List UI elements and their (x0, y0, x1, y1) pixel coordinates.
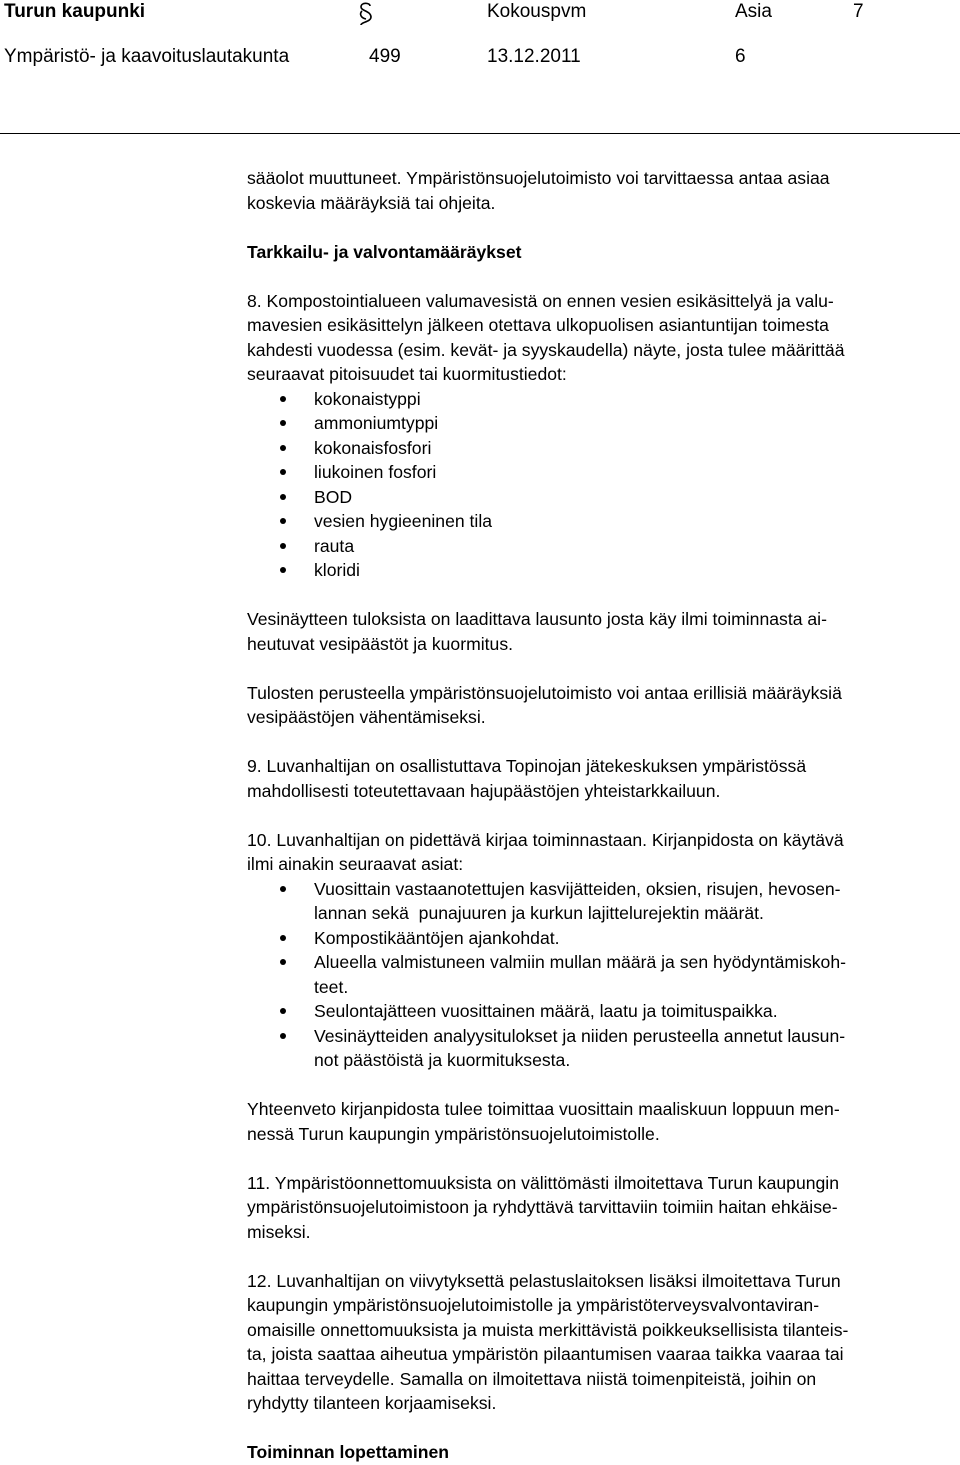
text-line: mahdollisesti toteutettavaan hajupäästöjen yhteistarkkailuun. (247, 780, 721, 801)
section-heading-termination: Toiminnan lopettaminen (247, 1442, 450, 1462)
text-line: ryhdytty tilanteen korjaamiseksi. (247, 1393, 497, 1413)
text-line: haittaa terveydelle. Samalla on ilmoitettava niistä toimenpiteistä, joihin on (247, 1368, 817, 1389)
text-line: 11. Ympäristöonnettomuuksista on välittömästi ilmoitettava Turun kaupungin (247, 1172, 839, 1193)
list-item (247, 926, 952, 951)
list-item: BOD (247, 485, 952, 510)
committee-name: Ympäristö- ja kaavoituslautakunta (4, 46, 290, 67)
text-line: Vesinäytteen tuloksista on laadittava lausunto josta käy ilmi toiminnasta ai- (247, 609, 827, 629)
text-line: Seulontajätteen vuosittainen määrä, laatu ja toimituspaikka. (314, 1001, 778, 1021)
list-item (247, 877, 952, 926)
text-line: not päästöistä ja kuormituksesta. (314, 1050, 571, 1070)
text-line: sääolot muuttuneet. Ympäristönsuojelutoimisto voi tarvittaessa antaa asiaa (247, 168, 830, 188)
org-name: Turun kaupunki (4, 1, 146, 22)
text-line: nessä Turun kaupungin ympäristönsuojelutoimistolle. (247, 1123, 660, 1144)
text-line: Yhteenveto kirjanpidosta tulee toimittaa vuosittain maaliskuun loppuun men- (247, 1099, 840, 1119)
list-item: vesien hygieeninen tila (247, 509, 952, 534)
text-line: kahdesti vuodessa (esim. kevät- ja syyskaudella) näyte, josta tulee määrittää (247, 339, 845, 360)
paragraph-sample (247, 607, 952, 656)
meeting-date-label: Kokouspvm (487, 1, 587, 22)
text-line: ilmi ainakin seuraavat asiat: (247, 854, 464, 874)
paragraph-results (247, 681, 952, 730)
paragraph-10 (247, 828, 952, 877)
paragraph-12 (247, 1269, 952, 1416)
text-line: vesipäästöjen vähentämiseksi. (247, 707, 486, 727)
list-item (247, 999, 952, 1024)
list-item: rauta (247, 534, 952, 559)
section-heading-monitoring: Tarkkailu- ja valvontamääräykset (247, 241, 522, 262)
case-item: 6 (735, 46, 746, 67)
text-line: 10. Luvanhaltijan on pidettävä kirjaa toiminnastaan. Kirjanpidosta on käytävä (247, 829, 844, 850)
measurement-list (247, 387, 952, 583)
text-line: Vuosittain vastaanotettujen kasvijätteiden, oksien, risujen, hevosen- (314, 878, 841, 899)
list-item (247, 1024, 952, 1073)
text-line: koskevia määräyksiä tai ohjeita. (247, 192, 496, 213)
list-item: kokonaisfosfori (247, 436, 952, 461)
text-line: miseksi. (247, 1221, 311, 1242)
text-line: mavesien esikäsittelyn jälkeen otettava ulkopuolisen asiantuntijan toimesta (247, 315, 829, 335)
text-line: ympäristönsuojelutoimistoon ja ryhdyttävä tarvittaviin toimiin haitan ehkäise- (247, 1197, 838, 1217)
list-item: kokonaistyppi (247, 387, 952, 412)
header-divider (0, 133, 960, 134)
text-line: kaupungin ympäristönsuojelutoimistolle ja ympäristöterveysvalvontaviran- (247, 1295, 820, 1315)
text-line: Tulosten perusteella ympäristönsuojelutoimisto voi antaa erillisiä määräyksiä (247, 682, 842, 703)
meeting-date: 13.12.2011 (487, 46, 581, 67)
text-line: omaisille onnettomuuksista ja muista merkittävistä poikkeuksellisista tilanteis- (247, 1319, 849, 1340)
text-line: Kompostikääntöjen ajankohdat. (314, 927, 560, 948)
list-item: ammoniumtyppi (247, 411, 952, 436)
paragraph-8 (247, 289, 952, 387)
text-line: teet. (314, 976, 349, 997)
text-line: Alueella valmistuneen valmiin mullan määrä ja sen hyödyntämiskoh- (314, 952, 846, 972)
text-line: seuraavat pitoisuudet tai kuormitustiedot: (247, 364, 567, 384)
list-item: kloridi (247, 558, 952, 583)
case-number: 499 (369, 46, 401, 67)
case-label: Asia (735, 1, 772, 22)
text-line: Vesinäytteiden analyysitulokset ja niiden perusteella annetut lausun- (314, 1025, 846, 1046)
list-item (247, 950, 952, 999)
text-line: 12. Luvanhaltijan on viivytyksettä pelastuslaitoksen lisäksi ilmoitettava Turun (247, 1270, 841, 1291)
document-body (247, 166, 952, 1465)
paragraph-9 (247, 754, 952, 803)
text-line: 9. Luvanhaltijan on osallistuttava Topinojan jätekeskuksen ympäristössä (247, 756, 807, 776)
text-line: lannan sekä punajuuren ja kurkun lajittelurejektin määrät. (314, 903, 764, 923)
text-line: 8. Kompostointialueen valumavesistä on ennen vesien esikäsittelyä ja valu- (247, 290, 834, 311)
intro-paragraph (247, 166, 952, 215)
page-number: 7 (853, 1, 864, 22)
paragraph-11 (247, 1171, 952, 1245)
paragraph-summary (247, 1097, 952, 1146)
text-line: heutuvat vesipäästöt ja kuormitus. (247, 633, 514, 654)
list-item: liukoinen fosfori (247, 460, 952, 485)
section-mark-icon (355, 2, 377, 28)
records-list (247, 877, 952, 1073)
text-line: ta, joista saattaa aiheutua ympäristön pilaantumisen vaaraa taikka vaaraa tai (247, 1344, 844, 1364)
